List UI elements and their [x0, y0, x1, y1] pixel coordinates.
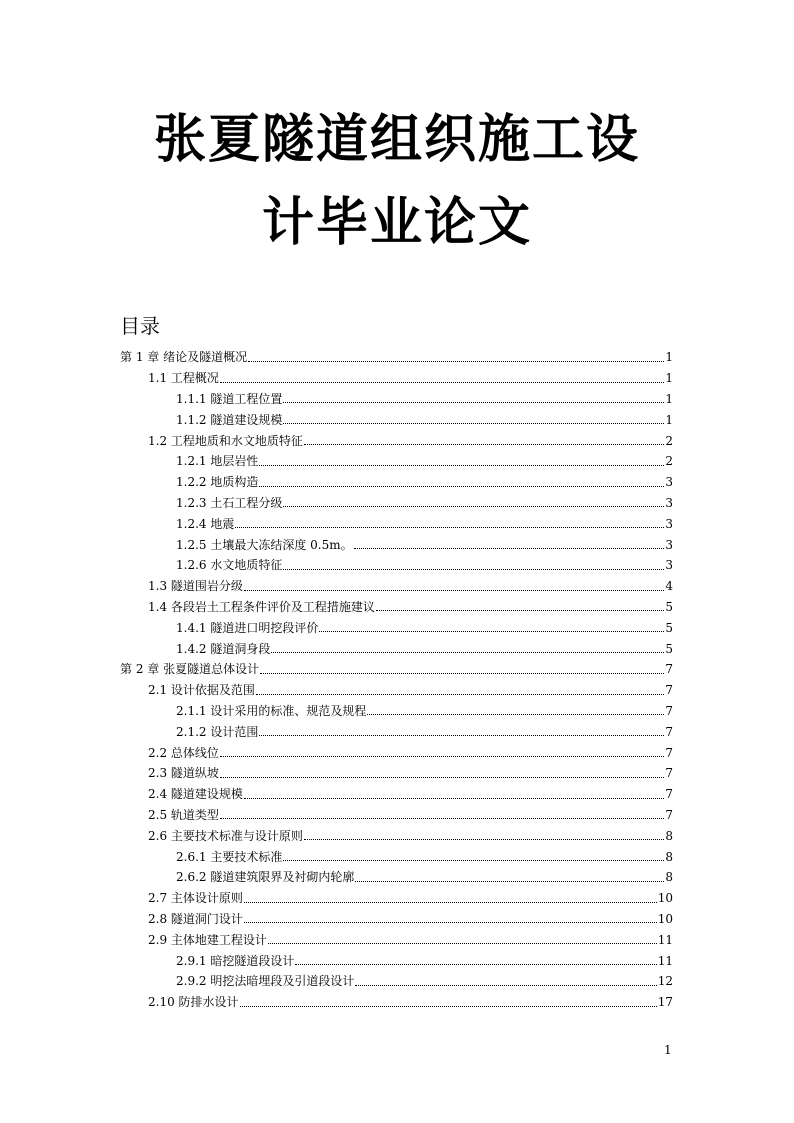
- toc-dot-leader: [244, 901, 657, 903]
- toc-entry[interactable]: [176, 534, 673, 555]
- toc-entry[interactable]: [176, 638, 673, 659]
- toc-entry-page: 5: [665, 599, 673, 614]
- toc-entry[interactable]: [176, 451, 673, 472]
- toc-entry-page: 7: [665, 787, 673, 802]
- toc-dot-leader: [268, 942, 657, 944]
- toc-entry[interactable]: [176, 867, 673, 888]
- toc-entry-page: 1: [665, 391, 673, 406]
- toc-dot-leader: [248, 360, 664, 362]
- toc-entry-page: 10: [657, 911, 673, 926]
- toc-dot-leader: [260, 672, 664, 674]
- toc-entry-label: 1.2.3 土石工程分级: [176, 495, 283, 510]
- toc-entry-page: 5: [665, 620, 673, 635]
- toc-dot-leader: [283, 401, 664, 403]
- toc-entry-page: 1: [665, 371, 673, 386]
- toc-dot-leader: [355, 984, 656, 986]
- toc-entry-page: 3: [665, 558, 673, 573]
- toc-dot-leader: [240, 1005, 657, 1007]
- toc-dot-leader: [283, 422, 664, 424]
- toc-entry[interactable]: [148, 576, 673, 597]
- toc-entry[interactable]: [148, 825, 673, 846]
- toc-entry[interactable]: [148, 597, 673, 618]
- toc-entry[interactable]: [176, 409, 673, 430]
- toc-entry-page: 4: [665, 579, 673, 594]
- toc-entry-label: 2.9 主体地建工程设计: [148, 932, 267, 947]
- toc-entry-label: 2.4 隧道建设规模: [148, 787, 243, 802]
- toc-dot-leader: [319, 630, 664, 632]
- toc-entry[interactable]: [176, 701, 673, 722]
- toc-entry-label: 2.7 主体设计原则: [148, 891, 243, 906]
- toc-entry[interactable]: [148, 763, 673, 784]
- toc-dot-leader: [259, 485, 664, 487]
- toc-entry[interactable]: [176, 555, 673, 576]
- toc-entry-page: 8: [665, 849, 673, 864]
- toc-dot-leader: [355, 880, 664, 882]
- toc-heading: 目录: [120, 314, 160, 338]
- toc-entry[interactable]: [148, 992, 673, 1013]
- toc-dot-leader: [283, 568, 664, 570]
- toc-entry[interactable]: [148, 784, 673, 805]
- toc-entry-page: 3: [665, 516, 673, 531]
- toc-entry-label: 第 2 章 张夏隧道总体设计: [120, 662, 260, 677]
- toc-entry-page: 7: [665, 807, 673, 822]
- toc-entry-page: 3: [665, 475, 673, 490]
- toc-entry[interactable]: [148, 742, 673, 763]
- toc-dot-leader: [244, 921, 657, 923]
- toc-entry-page: 2: [665, 454, 673, 469]
- toc-entry[interactable]: [176, 950, 673, 971]
- toc-dot-leader: [259, 464, 664, 466]
- toc-entry-page: 2: [665, 433, 673, 448]
- toc-dot-leader: [304, 838, 664, 840]
- toc-entry-label: 2.1.2 设计范围: [176, 724, 259, 739]
- toc-entry-label: 1.1.1 隧道工程位置: [176, 391, 283, 406]
- toc-dot-leader: [220, 381, 664, 383]
- document-title-line-1: 张夏隧道组织施工设: [153, 110, 640, 170]
- toc-entry[interactable]: [176, 846, 673, 867]
- toc-entry-page: 3: [665, 495, 673, 510]
- toc-entry-page: 7: [665, 703, 673, 718]
- toc-entry-page: 8: [665, 828, 673, 843]
- toc-entry[interactable]: [176, 472, 673, 493]
- toc-entry-page: 11: [657, 932, 673, 947]
- toc-dot-leader: [376, 609, 664, 611]
- document-title-line-2: 计毕业论文: [261, 193, 532, 253]
- toc-entry[interactable]: [148, 680, 673, 701]
- toc-entry-label: 第 1 章 绪论及隧道概况: [120, 350, 248, 365]
- toc-dot-leader: [367, 713, 664, 715]
- toc-entry-label: 1.1.2 隧道建设规模: [176, 412, 283, 427]
- toc-entry[interactable]: [176, 389, 673, 410]
- toc-dot-leader: [354, 547, 665, 549]
- toc-entry-label: 2.8 隧道洞门设计: [148, 911, 243, 926]
- toc-entry[interactable]: [176, 721, 673, 742]
- toc-entry-label: 2.1.1 设计采用的标准、规范及规程: [176, 703, 367, 718]
- toc-entry-label: 1.1 工程概况: [148, 371, 219, 386]
- toc-dot-leader: [220, 776, 664, 778]
- toc-entry-page: 8: [665, 870, 673, 885]
- toc-entry-page: 1: [665, 412, 673, 427]
- toc-entry-label: 2.2 总体线位: [148, 745, 219, 760]
- toc-entry[interactable]: [148, 888, 673, 909]
- toc-dot-leader: [283, 859, 664, 861]
- toc-entry-page: 7: [665, 662, 673, 677]
- toc-dot-leader: [283, 505, 664, 507]
- toc-entry-label: 2.10 防排水设计: [148, 995, 239, 1010]
- toc-entry-label: 2.6.2 隧道建筑限界及衬砌内轮廓: [176, 870, 355, 885]
- toc-dot-leader: [244, 589, 664, 591]
- toc-entry[interactable]: [176, 617, 673, 638]
- page-number: 1: [664, 1043, 672, 1057]
- toc-dot-leader: [256, 693, 664, 695]
- toc-entry-label: 1.2.5 土壤最大冻结深度 0.5m。: [176, 537, 353, 552]
- toc-entry-label: 2.6.1 主要技术标准: [176, 849, 283, 864]
- toc-entry-label: 2.1 设计依据及范围: [148, 683, 255, 698]
- toc-entry[interactable]: [176, 493, 673, 514]
- toc-entry-page: 10: [657, 891, 673, 906]
- toc-entry[interactable]: [148, 909, 673, 930]
- toc-dot-leader: [220, 755, 664, 757]
- toc-entry-label: 1.3 隧道围岩分级: [148, 579, 243, 594]
- toc-entry-page: 7: [665, 745, 673, 760]
- toc-entry-label: 1.2.2 地质构造: [176, 475, 259, 490]
- toc-entry-label: 2.9.1 暗挖隧道段设计: [176, 953, 295, 968]
- toc-dot-leader: [271, 651, 664, 653]
- toc-entry-page: 1: [665, 350, 673, 365]
- toc-entry-page: 3: [665, 537, 673, 552]
- toc-entry-label: 1.4.1 隧道进口明挖段评价: [176, 620, 319, 635]
- toc-entry-page: 5: [665, 641, 673, 656]
- toc-entry-label: 1.4 各段岩土工程条件评价及工程措施建议: [148, 599, 375, 614]
- toc-entry-label: 1.2.6 水文地质特征: [176, 558, 283, 573]
- toc-entry[interactable]: [148, 929, 673, 950]
- toc-dot-leader: [220, 817, 664, 819]
- toc-entry-label: 1.2.4 地震: [176, 516, 235, 531]
- toc-entry-label: 2.5 轨道类型: [148, 807, 219, 822]
- toc-entry-label: 1.2 工程地质和水文地质特征: [148, 433, 303, 448]
- toc-entry-label: 2.3 隧道纵坡: [148, 766, 219, 781]
- toc-entry-label: 2.6 主要技术标准与设计原则: [148, 828, 303, 843]
- toc-entry-label: 1.2.1 地层岩性: [176, 454, 259, 469]
- toc-entry[interactable]: [176, 971, 673, 992]
- toc-entry[interactable]: [120, 347, 673, 368]
- toc-entry[interactable]: [148, 430, 673, 451]
- toc-dot-leader: [304, 443, 664, 445]
- toc-entry[interactable]: [120, 659, 673, 680]
- toc-entry[interactable]: [148, 805, 673, 826]
- toc-dot-leader: [295, 963, 656, 965]
- toc-entry-page: 7: [665, 724, 673, 739]
- toc-entry-label: 1.4.2 隧道洞身段: [176, 641, 271, 656]
- toc-entry-page: 7: [665, 683, 673, 698]
- toc-entry-page: 17: [657, 995, 673, 1010]
- toc-dot-leader: [235, 526, 664, 528]
- toc-entry-page: 7: [665, 766, 673, 781]
- toc-dot-leader: [259, 734, 664, 736]
- toc-entry-label: 2.9.2 明挖法暗埋段及引道段设计: [176, 974, 355, 989]
- toc-dot-leader: [244, 797, 664, 799]
- table-of-contents: [0, 347, 794, 1013]
- toc-entry[interactable]: [176, 513, 673, 534]
- toc-entry-page: 12: [657, 974, 673, 989]
- toc-entry-page: 11: [657, 953, 673, 968]
- toc-entry[interactable]: [148, 368, 673, 389]
